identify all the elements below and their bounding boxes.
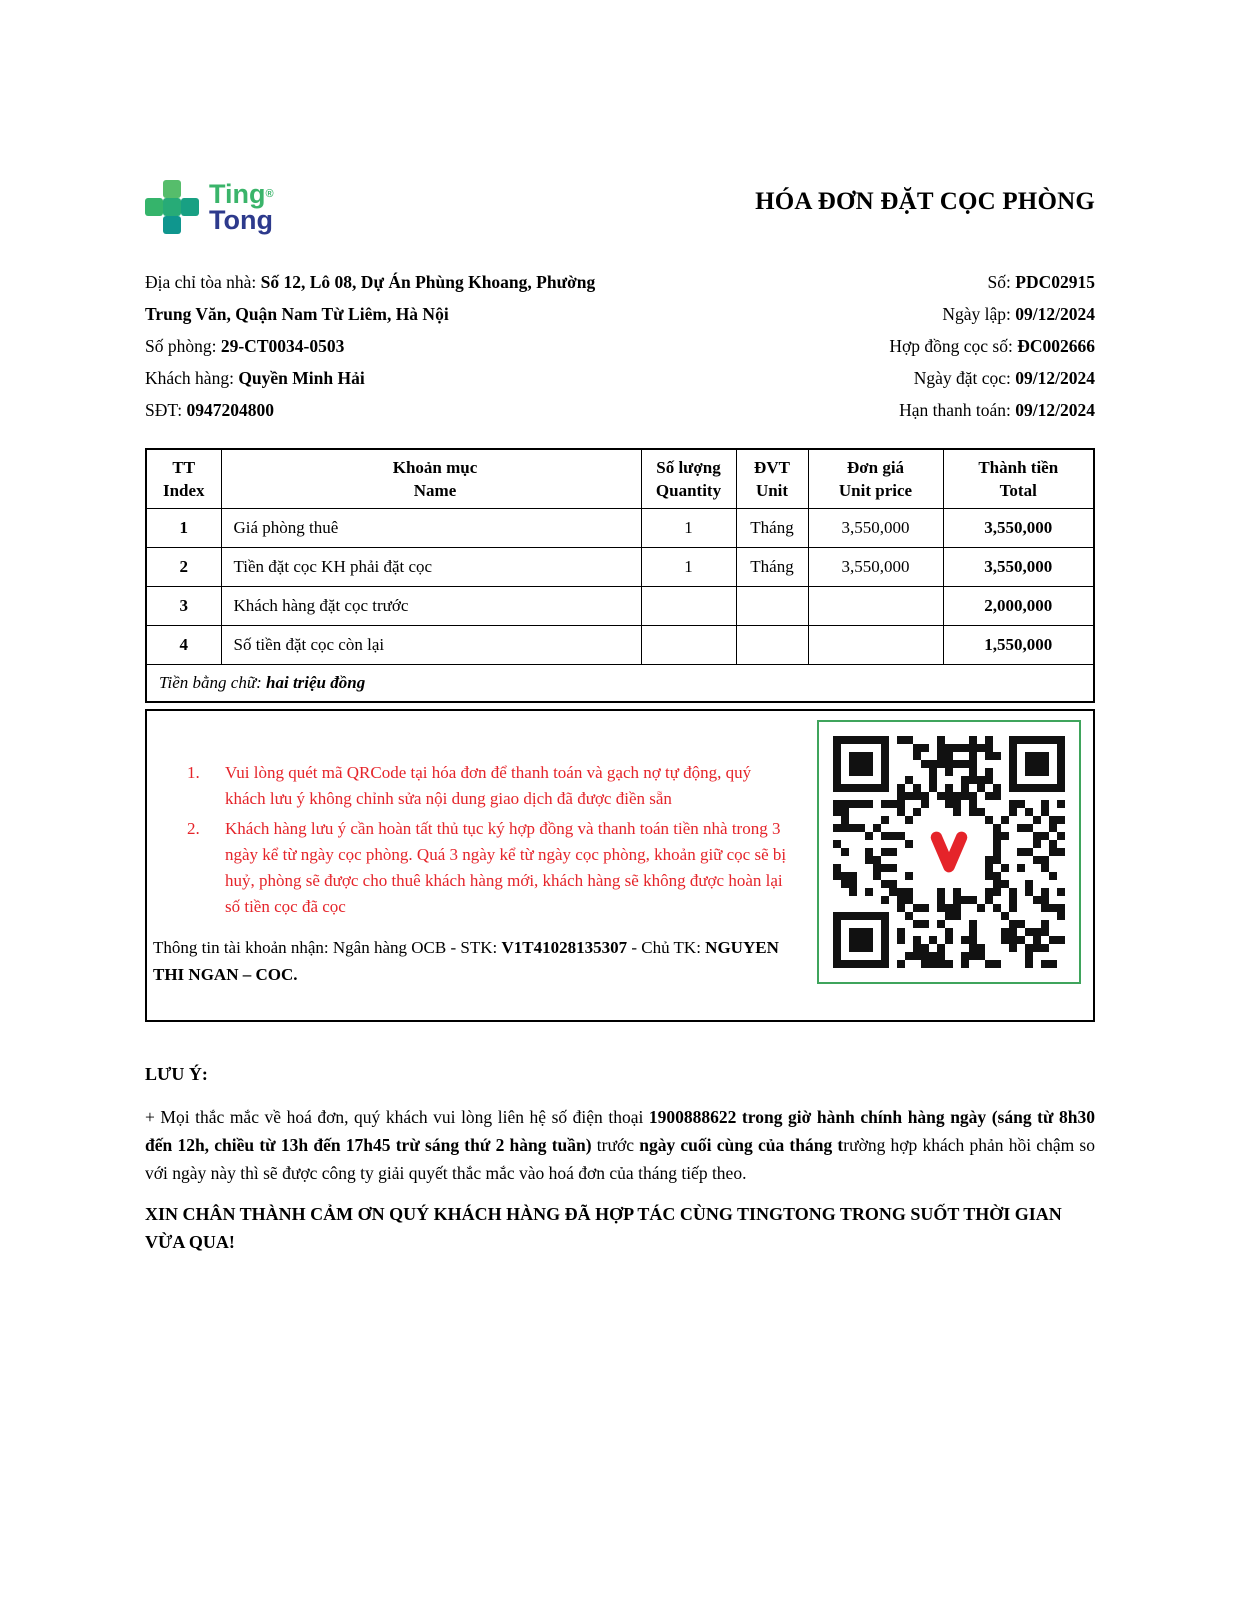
- column-header: [943, 449, 1094, 509]
- red-v-icon: [926, 829, 972, 875]
- cell: 1: [146, 509, 221, 548]
- building-customer-info: [145, 266, 645, 426]
- tingtong-plus-icon: [145, 180, 199, 234]
- header-en: Unit price: [838, 481, 913, 500]
- info-label: SĐT:: [145, 400, 187, 420]
- info-value: Số 12, Lô 08, Dự Án Phùng Khoang, Phường Trung Văn, Quận Nam Từ Liêm, Hà Nội: [145, 272, 596, 324]
- invoice-info: [145, 266, 1095, 426]
- logo-wordmark: [209, 181, 274, 233]
- table-row: [146, 626, 1094, 665]
- text-segment: Thông tin tài khoản nhận: Ngân hàng OCB - STK:: [153, 938, 502, 957]
- text-segment: V1T41028135307: [501, 938, 628, 957]
- table-row: [146, 587, 1094, 626]
- text-segment: trước: [591, 1135, 640, 1155]
- cell: 1,550,000: [943, 626, 1094, 665]
- info-value: Quyền Minh Hải: [238, 368, 365, 388]
- cell: 3,550,000: [943, 548, 1094, 587]
- footer-notes: [145, 1064, 1095, 1256]
- cell: Tiền đặt cọc KH phải đặt cọc: [221, 548, 641, 587]
- items-table: [145, 448, 1095, 703]
- cell: Giá phòng thuê: [221, 509, 641, 548]
- text-segment: + Mọi thắc mắc về hoá đơn, quý khách vui lòng liên hệ số điện thoại: [145, 1107, 649, 1127]
- invoice-meta-info: [889, 266, 1095, 426]
- info-value: 0947204800: [186, 400, 274, 420]
- payment-notes-text: [153, 720, 799, 1011]
- note-text: Vui lòng quét mã QRCode tại hóa đơn để thanh toán và gạch nợ tự động, quý khách lưu ý không chỉnh sửa nội dung giao dịch đã được điền sẵn: [225, 763, 752, 808]
- cell: Số tiền đặt cọc còn lại: [221, 626, 641, 665]
- column-header: [221, 449, 641, 509]
- info-line: [145, 330, 645, 362]
- registered-mark: ®: [265, 188, 274, 200]
- cell: 3,550,000: [808, 548, 943, 587]
- header-en: Unit: [755, 481, 789, 500]
- header-en: Quantity: [655, 481, 722, 500]
- header-en: Index: [162, 481, 205, 500]
- items-table-body: [146, 509, 1094, 665]
- header-en: Name: [413, 481, 457, 500]
- header-vi: Số lượng: [656, 458, 721, 477]
- info-value: 29-CT0034-0503: [220, 336, 345, 356]
- note-text: Khách hàng lưu ý cần hoàn tất thủ tục ký hợp đồng và thanh toán tiền nhà trong 3 ngày kể từ ngày cọc phòng. Quá 3 ngày kể từ ngày cọc phòng, khoản giữ cọc sẽ bị huỷ, phòng sẽ được cho thuê khách hàng mới, khách hàng sẽ không được hoàn lại số tiền cọc đã cọc: [225, 819, 787, 916]
- text-segment: ngày cuối cùng của tháng t: [639, 1135, 844, 1155]
- note-title: LƯU Ý:: [145, 1064, 208, 1084]
- cell: 2: [146, 548, 221, 587]
- header-vi: TT: [172, 458, 196, 477]
- header-vi: Đơn giá: [846, 458, 905, 477]
- cell: 3,550,000: [808, 509, 943, 548]
- header-vi: Khoản mục: [392, 458, 478, 477]
- info-line: [889, 298, 1095, 330]
- header-vi: Thành tiền: [978, 458, 1059, 477]
- document-title: HÓA ĐƠN ĐẶT CỌC PHÒNG: [755, 188, 1095, 215]
- header: [145, 180, 1095, 244]
- cell: 4: [146, 626, 221, 665]
- info-line: [889, 362, 1095, 394]
- cell: 3,550,000: [943, 509, 1094, 548]
- cell: 1: [641, 548, 736, 587]
- contact-note: [145, 1103, 1095, 1187]
- text-segment: 1900888622 trong giờ hành chính hàng ngày (sáng từ 8h30 đến 12h, chiều từ 13h đến 17h45 trừ sáng thứ 2 hàng tuần): [145, 1107, 1095, 1155]
- info-label: Số phòng:: [145, 336, 221, 356]
- amount-in-words-label: Tiền bằng chữ:: [159, 673, 267, 692]
- table-row: [146, 548, 1094, 587]
- info-label: Số:: [987, 272, 1016, 292]
- logo-ting-text: Ting: [209, 179, 266, 209]
- red-note-item: [187, 816, 787, 920]
- logo-tong-text: Tong: [209, 205, 273, 235]
- info-value: 09/12/2024: [1015, 368, 1095, 388]
- info-line: [889, 330, 1095, 362]
- items-table-head: [146, 449, 1094, 509]
- header-row: [146, 449, 1094, 509]
- text-segment: NGUYEN THI NGAN – COC.: [153, 938, 779, 984]
- info-value: 09/12/2024: [1015, 400, 1095, 420]
- info-label: Khách hàng:: [145, 368, 239, 388]
- tingtong-logo: [145, 180, 274, 234]
- column-header: [808, 449, 943, 509]
- column-header: [641, 449, 736, 509]
- header-vi: ĐVT: [754, 458, 790, 477]
- bank-account-info: [153, 934, 793, 988]
- text-segment: rường hợp khách phản hồi chậm so với ngày này thì sẽ được công ty giải quyết thắc mắc vào hoá đơn của tháng tiếp theo.: [145, 1135, 1095, 1183]
- payment-notes-box: [145, 709, 1095, 1022]
- info-value: ĐC002666: [1017, 336, 1095, 356]
- thank-you-note: XIN CHÂN THÀNH CẢM ƠN QUÝ KHÁCH HÀNG ĐÃ HỢP TÁC CÙNG TINGTONG TRONG SUỐT THỜI GIAN VỪA QUA!: [145, 1204, 1062, 1252]
- info-line: [889, 266, 1095, 298]
- cell: 1: [641, 509, 736, 548]
- info-value: PDC02915: [1015, 272, 1095, 292]
- logo-ting-line: [209, 181, 274, 207]
- cell: Tháng: [736, 548, 808, 587]
- info-label: Hạn thanh toán:: [899, 400, 1016, 420]
- header-en: Total: [999, 481, 1037, 500]
- info-label: Ngày đặt cọc:: [913, 368, 1016, 388]
- cell: [736, 626, 808, 665]
- info-label: Hợp đồng cọc số:: [889, 336, 1018, 356]
- cell: [808, 626, 943, 665]
- info-value: 09/12/2024: [1015, 304, 1095, 324]
- note-number: 1.: [187, 763, 200, 782]
- column-header: [146, 449, 221, 509]
- info-line: [145, 394, 645, 426]
- cell: [641, 587, 736, 626]
- qr-center-logo: [921, 824, 977, 880]
- info-label: Địa chỉ tòa nhà:: [145, 272, 261, 292]
- amount-in-words-value: hai triệu đồng: [266, 673, 366, 692]
- cell: [808, 587, 943, 626]
- amount-in-words-cell: [146, 665, 1094, 703]
- note-number: 2.: [187, 819, 200, 838]
- amount-in-words-row: [146, 665, 1094, 703]
- cell: 2,000,000: [943, 587, 1094, 626]
- column-header: [736, 449, 808, 509]
- payment-qr-code: [817, 720, 1081, 984]
- table-row: [146, 509, 1094, 548]
- cell: [736, 587, 808, 626]
- info-line: [145, 362, 645, 394]
- cell: 3: [146, 587, 221, 626]
- cell: Tháng: [736, 509, 808, 548]
- info-label: Ngày lập:: [942, 304, 1016, 324]
- red-notes-list: [187, 760, 787, 920]
- info-line: [145, 266, 645, 330]
- info-line: [889, 394, 1095, 426]
- cell: [641, 626, 736, 665]
- cell: Khách hàng đặt cọc trước: [221, 587, 641, 626]
- text-segment: - Chủ TK:: [627, 938, 706, 957]
- red-note-item: [187, 760, 787, 812]
